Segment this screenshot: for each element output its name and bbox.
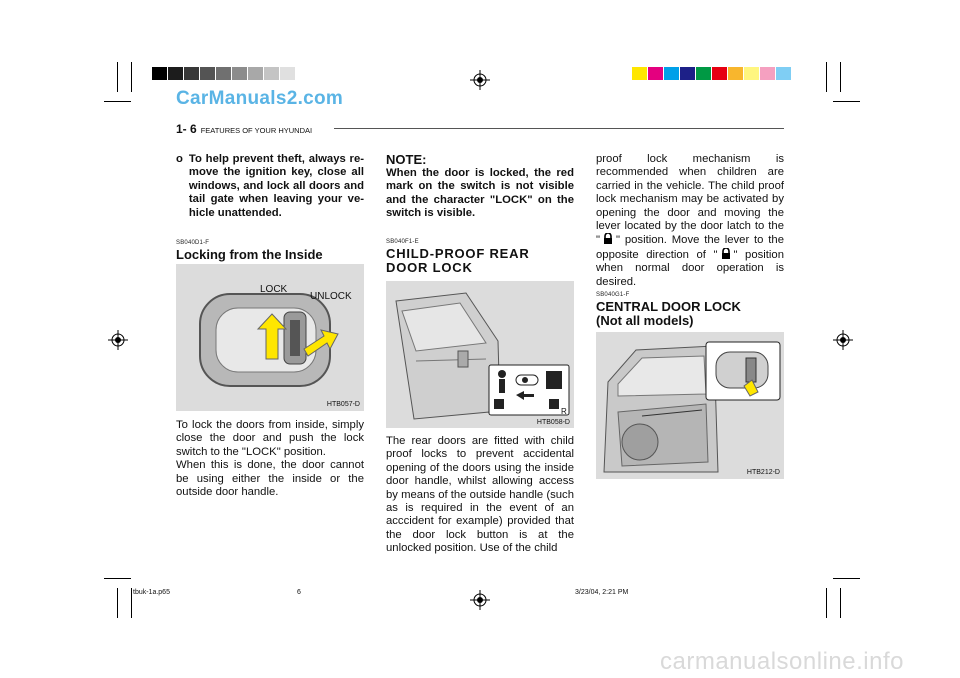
column-3-section: [596, 292, 784, 328]
site-watermark[interactable]: CarManuals2.com: [176, 88, 344, 109]
bullet-text: To help prevent theft, always re-move the ignition key, close all windows, and lock all doors and tail gate when leaving your ve-hicle unattended.: [188, 153, 364, 219]
lock-icon: [721, 248, 731, 259]
lock-icon: [549, 399, 559, 409]
color-swatch: [664, 67, 679, 80]
front-door-illustration: [596, 332, 784, 479]
fig-code: HTB212-D: [746, 469, 780, 476]
registration-mark-icon: [470, 590, 490, 610]
gray-swatch: [216, 67, 231, 80]
slug-page: 6: [297, 589, 301, 596]
note-text: When the door is locked, the red mark on the switch is not visible and the character "LOCK" on the switch is visible.: [386, 167, 574, 220]
color-swatch: [744, 67, 759, 80]
gray-swatch: [264, 67, 279, 80]
section-title: FEATURES OF YOUR HYUNDAI: [200, 126, 313, 135]
section-heading: CHILD-PROOF REAR DOOR LOCK: [386, 245, 530, 275]
color-swatch: [760, 67, 775, 80]
body-part-c: " position when normal door operation is desired.: [596, 248, 784, 288]
color-swatch: [648, 67, 663, 80]
gray-swatch: [200, 67, 215, 80]
gray-swatch: [248, 67, 263, 80]
column-1: [176, 153, 364, 262]
registration-mark-icon: [833, 330, 853, 350]
page-header: [176, 122, 312, 136]
gray-swatch: [280, 67, 295, 80]
lock-icon: [494, 399, 504, 409]
fig-code: HTB058-D: [536, 419, 570, 426]
gray-swatch: [232, 67, 247, 80]
column-3-body: [596, 153, 784, 289]
gray-swatch: [184, 67, 199, 80]
body-paragraph-2: When this is done, the door cannot be using either the inside or the outside door handle.: [176, 459, 364, 499]
body-paragraph: To lock the doors from inside, simply close the door and push the lock switch to the "LOCK" position.: [176, 419, 364, 458]
rear-door-illustration: [386, 281, 574, 428]
color-swatch: [776, 67, 791, 80]
section-code: SB040F1-E: [386, 238, 419, 245]
color-swatch: [680, 67, 695, 80]
color-swatch: [712, 67, 727, 80]
slug-file: tbuk-1a.p65: [133, 589, 170, 596]
fig-lock-label: LOCK: [260, 284, 288, 295]
figure-locking-inside: [176, 264, 364, 411]
header-rule: [334, 128, 784, 129]
footer-watermark[interactable]: carmanualsonline.info: [660, 648, 904, 675]
section-heading-line-1: CENTRAL DOOR LOCK: [596, 299, 741, 314]
registration-mark-icon: [470, 70, 490, 90]
section-code: SB040D1-F: [176, 240, 210, 247]
gray-swatch: [152, 67, 167, 80]
door-icon: [546, 371, 562, 389]
section-heading-line-2: (Not all models): [596, 313, 694, 328]
page-number: 1- 6: [176, 122, 197, 136]
registration-mark-icon: [108, 330, 128, 350]
section-heading: Locking from the Inside: [176, 247, 323, 263]
body-part-b: " position. Move the lever to the opposite direction of ": [596, 234, 784, 261]
lock-icon: [603, 233, 613, 244]
theft-bullet: [176, 153, 364, 220]
figure-central-lock: [596, 332, 784, 479]
bullet-marker: o: [176, 153, 183, 165]
fig-unlock-label: UNLOCK: [310, 291, 352, 302]
section-code: SB040G1-F: [596, 292, 630, 298]
child-icon: [498, 370, 506, 378]
fig-letter: R: [561, 407, 567, 416]
color-swatch: [632, 67, 647, 80]
note-title: NOTE:: [386, 152, 427, 167]
column-2: [386, 152, 574, 275]
slug-date: 3/23/04, 2:21 PM: [575, 589, 629, 596]
fig-code: HTB057-D: [326, 401, 360, 408]
body-part-a: proof lock mechanism is recommended when children are carried in the vehicle. The child proof lock mechanism may be activated by opening the door and moving the lever located by the door latch to the ": [596, 153, 784, 247]
color-swatch: [696, 67, 711, 80]
column-1-body: [176, 419, 364, 499]
figure-child-lock: [386, 281, 574, 428]
gray-swatch: [168, 67, 183, 80]
column-2-body: The rear doors are fitted with child proof locks to prevent accidental opening of the doors using the inside door handle, whilst allowing access by means of the outside handle (such as is required in the event of an acccident for example) provided that the door lock button is at the unlocked position. Use of the child: [386, 435, 574, 555]
color-swatch: [728, 67, 743, 80]
